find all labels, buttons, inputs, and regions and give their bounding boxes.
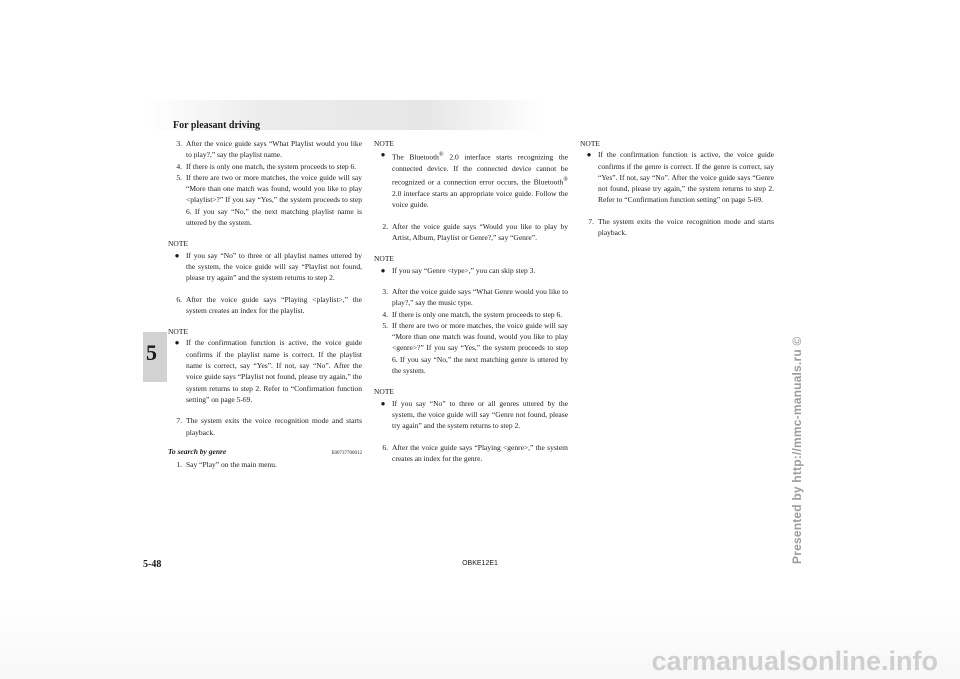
step-number: 2. (382, 221, 388, 231)
step-text: The system exits the voice recognition mode and starts playback. (186, 416, 362, 437)
step-text: After the voice guide says “What Playlist would you like to play?,” say the playlist name. (186, 139, 362, 160)
step-number: 5. (176, 172, 182, 182)
note-bullet (374, 398, 568, 432)
step-text: After the voice guide says “Playing <playlist>,” the system creates an index for the playlist. (186, 294, 362, 315)
note-heading: NOTE (168, 239, 188, 249)
step-text: The system exits the voice recognition mode and starts playback. (598, 216, 774, 238)
page-header-title: For pleasant driving (173, 120, 261, 131)
note-text: If you say “No” to three or all genres uttered by the system, the voice guide will say “Genre not found, please try again” and the system returns to step 2. (392, 398, 568, 431)
chapter-number: 5 (146, 340, 157, 365)
step-text: Say “Play” on the main menu. (186, 460, 277, 470)
registered-mark: ® (563, 176, 568, 184)
step-number: 7. (176, 416, 182, 426)
step-item (374, 309, 568, 320)
column-3 (580, 138, 774, 238)
column-1 (168, 138, 362, 470)
column-2 (374, 138, 568, 464)
step-number: 7. (588, 216, 594, 226)
note-text: If you say “Genre <type>,” you can skip step 3. (392, 265, 536, 275)
step-item (168, 161, 362, 172)
step-text: After the voice guide says “Playing <genre>,” the system creates an index for the genre. (392, 442, 568, 463)
step-number: 3. (176, 139, 182, 148)
note-text: If you say “No” to three or all playlist names uttered by the system, the voice guide will say “Playlist not found, please try again” and the system returns to step 2. (186, 250, 362, 283)
bullet-icon: ● (174, 250, 180, 260)
step-number: 4. (382, 309, 388, 319)
note-bullet (374, 149, 568, 210)
document-code: OBKE12E1 (462, 560, 498, 567)
site-watermark: carmanualsonline.info (651, 646, 938, 676)
note-heading: NOTE (374, 139, 394, 148)
bullet-icon: ● (174, 338, 180, 348)
step-item (374, 221, 568, 244)
note-heading: NOTE (374, 387, 394, 397)
note-bullet (374, 265, 568, 276)
note-bullet (580, 149, 774, 205)
step-number: 5. (382, 320, 388, 330)
note-text: If the confirmation function is active, the voice guide confirms if the genre is correct. If the genre is correct, say “Yes”. If not, say “No”. After the voice guide says “Genre not found, please try again,” the system returns to step 2. Refer to “Confirmation function setting” on page 5-69. (598, 150, 774, 205)
step-item (374, 320, 568, 376)
bullet-icon: ● (380, 398, 386, 408)
section-code: E00737700012 (331, 450, 362, 456)
step-item (580, 216, 774, 239)
step-number: 6. (176, 294, 182, 304)
step-text: If there is only one match, the system proceeds to step 6. (186, 161, 357, 171)
section-heading (168, 446, 362, 459)
step-item (168, 172, 362, 228)
step-text: After the voice guide says “Would you like to play by Artist, Album, Playlist or Genre?,” say “Genre”. (392, 221, 568, 243)
step-text: If there is only one match, the system proceeds to step 6. (392, 309, 563, 319)
bullet-icon: ● (586, 150, 592, 160)
note-heading: NOTE (374, 254, 394, 264)
vertical-watermark-text: Presented by http://mmc-manuals.ru © (790, 336, 804, 564)
note-bullet (168, 337, 362, 405)
registered-mark: ® (438, 151, 444, 159)
vertical-watermark (790, 280, 810, 564)
section-title: To search by genre (168, 446, 227, 456)
note-heading: NOTE (168, 327, 188, 337)
step-item (168, 138, 362, 161)
step-text: After the voice guide says “What Genre would you like to play?,” say the music type. (392, 286, 568, 308)
note-bullet (168, 250, 362, 284)
bullet-icon: ● (380, 150, 386, 160)
step-text: If there are two or more matches, the voice guide will say “More than one match was found, would you like to play <playlist>?” If you say “Yes,” the system proceeds to step 6. If you say “No,” the next matching playlist name is uttered by the system. (186, 172, 362, 228)
step-number: 3. (382, 286, 388, 296)
chapter-tab (143, 332, 167, 382)
step-item (374, 442, 568, 465)
step-item (168, 459, 362, 470)
step-item (168, 415, 362, 438)
step-item (374, 286, 568, 309)
note-heading: NOTE (580, 139, 600, 148)
step-item (168, 294, 362, 317)
note-text: The Bluetooth® 2.0 interface starts recognizing the connected device. If the connected device cannot be recognized or a connection error occurs, the Bluetooth® 2.0 interface starts an appropriate voice guide. Follow the voice guide. (392, 151, 569, 210)
page-number: 5-48 (143, 559, 162, 570)
step-number: 6. (382, 442, 388, 452)
step-text: If there are two or more matches, the voice guide will say “More than one match was found, would you like to play <genre>?” If you say “Yes,” the system proceeds to step 6. If you say “No,” the next matching genre is uttered by the system. (392, 320, 568, 376)
step-number: 4. (176, 161, 182, 171)
note-text: If the confirmation function is active, the voice guide confirms if the playlist name is correct. If the playlist name is correct, say “Yes”. If not, say “No”. After the voice guide says “Playlist not found, please try again,” the system returns to step 2. Refer to “Confirmation function setting” on page 5-69. (186, 338, 362, 404)
bullet-icon: ● (380, 265, 386, 275)
step-number: 1. (176, 460, 182, 470)
